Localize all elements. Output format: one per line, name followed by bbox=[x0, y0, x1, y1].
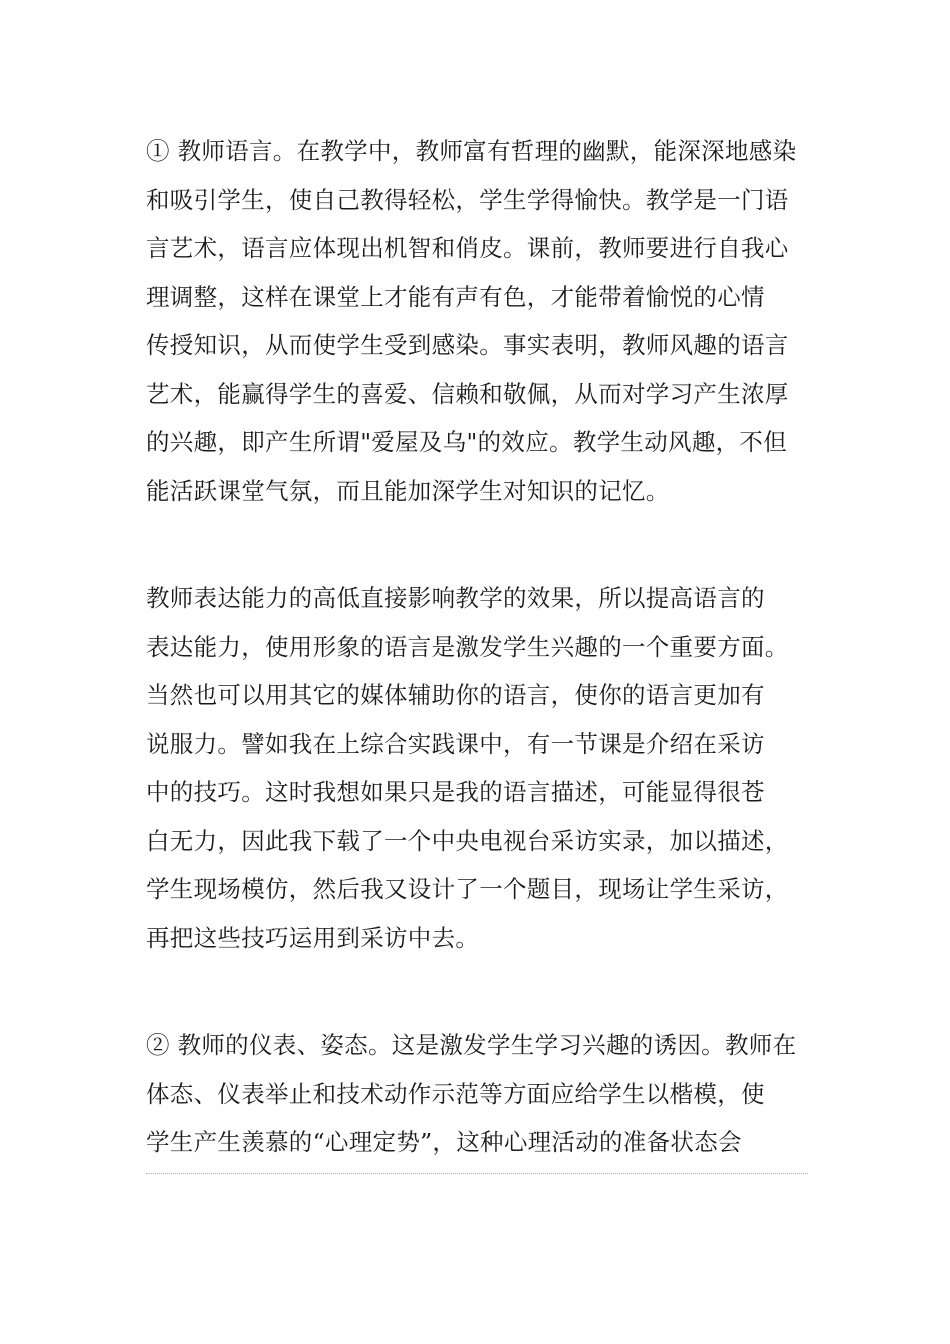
text-line: ① 教师语言。在教学中，教师富有哲理的幽默，能深深地感染 bbox=[146, 137, 797, 165]
paragraph-teacher-appearance bbox=[146, 1021, 816, 1167]
text-line: 再把这些技巧运用到采访中去。 bbox=[146, 923, 480, 952]
text-line: 表达能力，使用形象的语言是激发学生兴趣的一个重要方面。 bbox=[146, 632, 789, 661]
text-line: 传授知识，从而使学生受到感染。事实表明，教师风趣的语言 bbox=[146, 331, 789, 359]
text-line: 能活跃课堂气氛，而且能加深学生对知识的记忆。 bbox=[146, 476, 670, 505]
paragraph-teacher-language bbox=[146, 127, 816, 515]
text-line: 和吸引学生，使自己教得轻松，学生学得愉快。教学是一门语 bbox=[146, 185, 789, 214]
text-line: 中的技巧。这时我想如果只是我的语言描述，可能显得很苍 bbox=[146, 778, 765, 806]
text-line: 的兴趣，即产生所谓"爱屋及乌"的效应。教学生动风趣，不但 bbox=[146, 428, 788, 456]
text-line: 学生产生羡慕的“心理定势”，这种心理活动的准备状态会 bbox=[146, 1128, 742, 1156]
text-line: 言艺术，语言应体现出机智和俏皮。课前，教师要进行自我心 bbox=[146, 234, 789, 262]
text-line: 说服力。譬如我在上综合实践课中，有一节课是介绍在采访 bbox=[146, 729, 765, 758]
text-line: 学生现场模仿，然后我又设计了一个题目，现场让学生采访， bbox=[146, 875, 789, 903]
text-line: 白无力，因此我下载了一个中央电视台采访实录，加以描述， bbox=[146, 826, 789, 855]
page-divider bbox=[146, 1173, 808, 1174]
text-line: 体态、仪表举止和技术动作示范等方面应给学生以楷模，使 bbox=[146, 1079, 765, 1108]
paragraph-expression-ability bbox=[146, 574, 816, 962]
text-line: 理调整，这样在课堂上才能有声有色，才能带着愉悦的心情 bbox=[146, 282, 765, 311]
text-line: 教师表达能力的高低直接影响教学的效果，所以提高语言的 bbox=[146, 584, 765, 612]
text-line: 当然也可以用其它的媒体辅助你的语言，使你的语言更加有 bbox=[146, 681, 765, 709]
text-line: 艺术，能赢得学生的喜爱、信赖和敬佩，从而对学习产生浓厚 bbox=[146, 379, 789, 408]
text-line: ② 教师的仪表、姿态。这是激发学生学习兴趣的诱因。教师在 bbox=[146, 1031, 797, 1059]
